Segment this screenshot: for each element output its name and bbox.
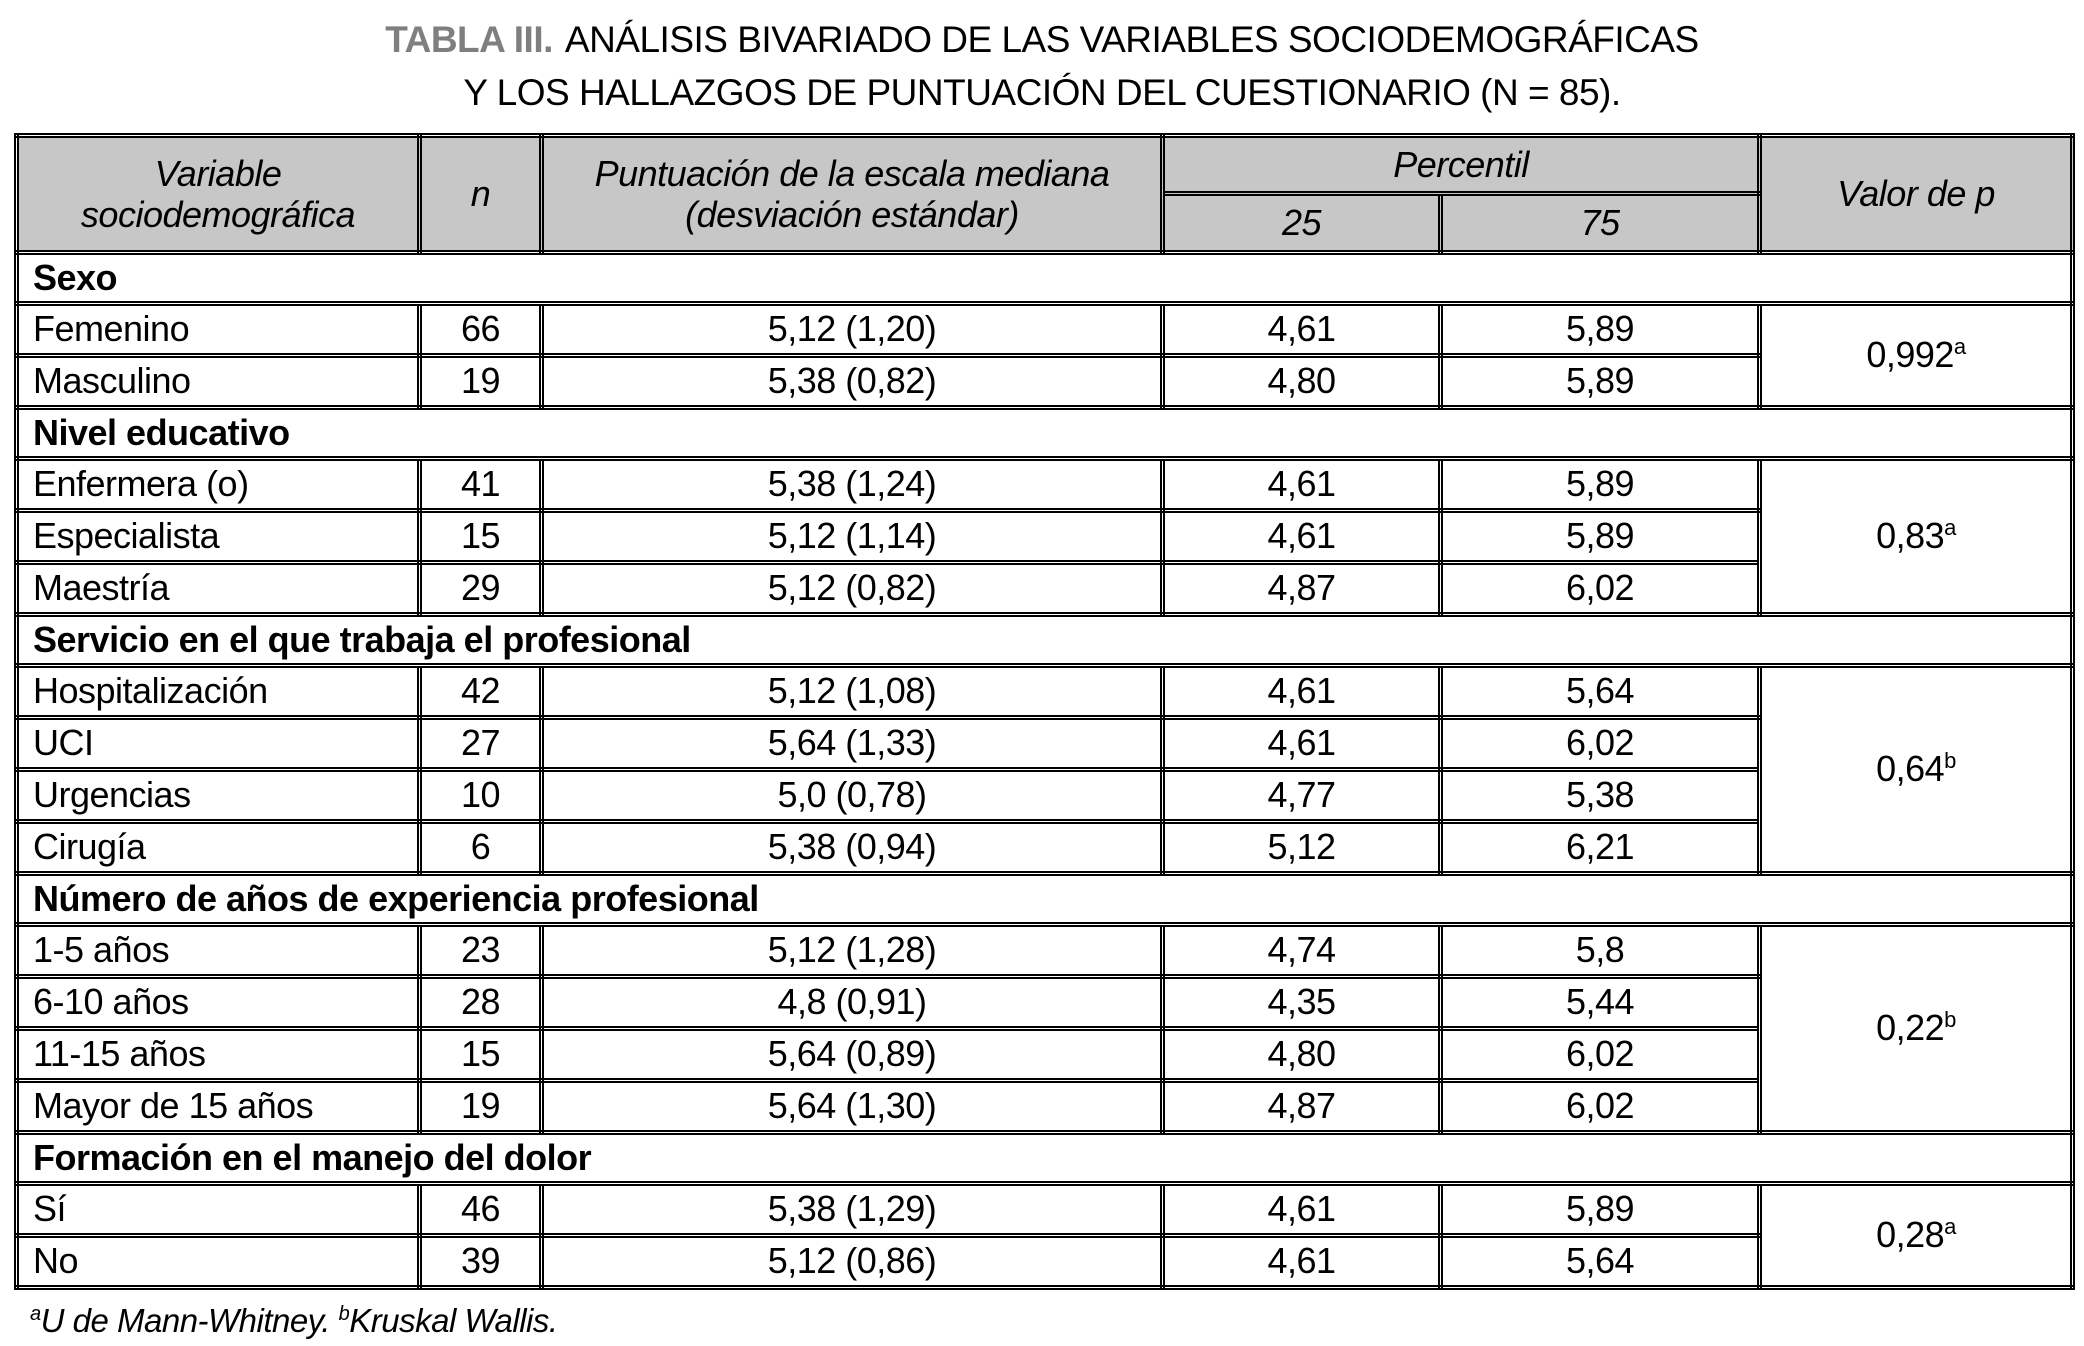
- cell-n: 19: [420, 1080, 542, 1132]
- table-row: [17, 303, 2073, 355]
- header-row-1: [17, 136, 2073, 194]
- title-text-line2: Y LOS HALLAZGOS DE PUNTUACIÓN DEL CUESTIONARIO (N = 85).: [463, 71, 1621, 113]
- cell-variable: Enfermera (o): [17, 458, 420, 510]
- cell-p75: 6,02: [1441, 1080, 1760, 1132]
- cell-p-value: [1760, 458, 2073, 614]
- cell-p75: 5,89: [1441, 303, 1760, 355]
- cell-p75: 5,89: [1441, 1183, 1760, 1235]
- cell-p25: 5,12: [1163, 821, 1441, 873]
- cell-score: 5,12 (1,20): [542, 303, 1163, 355]
- cell-score: 5,64 (0,89): [542, 1028, 1163, 1080]
- cell-score: 5,0 (0,78): [542, 769, 1163, 821]
- cell-p75: 5,44: [1441, 976, 1760, 1028]
- cell-score: 5,38 (0,94): [542, 821, 1163, 873]
- cell-variable: 11-15 años: [17, 1028, 420, 1080]
- title-text-line1: ANÁLISIS BIVARIADO DE LAS VARIABLES SOCIODEMOGRÁFICAS: [564, 19, 1699, 60]
- title-line-1: [0, 14, 2084, 67]
- section-label: Servicio en el que trabaja el profesional: [17, 614, 2073, 665]
- cell-p25: 4,61: [1163, 303, 1441, 355]
- cell-p75: 5,38: [1441, 769, 1760, 821]
- cell-n: 41: [420, 458, 542, 510]
- cell-p25: 4,61: [1163, 458, 1441, 510]
- cell-p75: 5,64: [1441, 665, 1760, 717]
- cell-n: 10: [420, 769, 542, 821]
- section-label: Nivel educativo: [17, 407, 2073, 458]
- table-footnote: [30, 1302, 2084, 1340]
- cell-variable: Femenino: [17, 303, 420, 355]
- section-row-formacion: [17, 1132, 2073, 1183]
- cell-p-value: [1760, 924, 2073, 1132]
- cell-n: 15: [420, 1028, 542, 1080]
- footnote-text-b: Kruskal Wallis.: [349, 1301, 558, 1339]
- cell-p-value: [1760, 303, 2073, 407]
- cell-p75: 6,02: [1441, 1028, 1760, 1080]
- cell-p25: 4,35: [1163, 976, 1441, 1028]
- cell-p75: 5,89: [1441, 458, 1760, 510]
- cell-n: 66: [420, 303, 542, 355]
- col-header-percentil: Percentil: [1163, 136, 1760, 194]
- cell-score: 5,12 (1,28): [542, 924, 1163, 976]
- cell-p25: 4,80: [1163, 1028, 1441, 1080]
- col-header-p75: 75: [1441, 194, 1760, 252]
- cell-p75: 6,21: [1441, 821, 1760, 873]
- p-value-text: 0,64: [1876, 748, 1945, 790]
- cell-variable: 1-5 años: [17, 924, 420, 976]
- cell-n: 46: [420, 1183, 542, 1235]
- p-value-superscript: a: [1944, 1214, 1956, 1240]
- section-row-experiencia: [17, 873, 2073, 924]
- cell-p75: 5,8: [1441, 924, 1760, 976]
- cell-variable: Mayor de 15 años: [17, 1080, 420, 1132]
- section-row-nivel-educativo: [17, 407, 2073, 458]
- cell-p25: 4,87: [1163, 562, 1441, 614]
- p-value-superscript: a: [1944, 515, 1956, 541]
- cell-variable: Sí: [17, 1183, 420, 1235]
- cell-variable: Especialista: [17, 510, 420, 562]
- cell-score: 5,38 (0,82): [542, 355, 1163, 407]
- cell-p75: 5,89: [1441, 355, 1760, 407]
- cell-variable: Maestría: [17, 562, 420, 614]
- cell-n: 27: [420, 717, 542, 769]
- section-label: Sexo: [17, 252, 2073, 303]
- cell-p75: 5,64: [1441, 1235, 1760, 1287]
- section-label: Número de años de experiencia profesional: [17, 873, 2073, 924]
- footnote-superscript-a: a: [30, 1302, 41, 1325]
- cell-variable: 6-10 años: [17, 976, 420, 1028]
- table-row: [17, 924, 2073, 976]
- cell-p25: 4,80: [1163, 355, 1441, 407]
- cell-variable: No: [17, 1235, 420, 1287]
- cell-variable: Urgencias: [17, 769, 420, 821]
- table-title: [0, 14, 2084, 119]
- title-label: TABLA III.: [385, 19, 553, 60]
- cell-score: 5,12 (1,08): [542, 665, 1163, 717]
- cell-score: 5,64 (1,30): [542, 1080, 1163, 1132]
- cell-p25: 4,74: [1163, 924, 1441, 976]
- p-value-superscript: a: [1953, 334, 1966, 360]
- cell-n: 23: [420, 924, 542, 976]
- cell-p75: 5,89: [1441, 510, 1760, 562]
- cell-p25: 4,87: [1163, 1080, 1441, 1132]
- title-line-2: [0, 67, 2084, 120]
- cell-variable: Cirugía: [17, 821, 420, 873]
- cell-n: 15: [420, 510, 542, 562]
- section-label: Formación en el manejo del dolor: [17, 1132, 2073, 1183]
- cell-score: 5,12 (0,86): [542, 1235, 1163, 1287]
- col-header-variable: Variable sociodemográfica: [17, 136, 420, 253]
- cell-p25: 4,61: [1163, 1183, 1441, 1235]
- table-row: [17, 665, 2073, 717]
- cell-score: 5,38 (1,29): [542, 1183, 1163, 1235]
- cell-score: 5,64 (1,33): [542, 717, 1163, 769]
- bivariate-analysis-table: [14, 133, 2075, 1290]
- table-row: [17, 1183, 2073, 1235]
- col-header-p-value: Valor de p: [1760, 136, 2073, 253]
- cell-score: 4,8 (0,91): [542, 976, 1163, 1028]
- cell-p25: 4,61: [1163, 1235, 1441, 1287]
- cell-p25: 4,61: [1163, 665, 1441, 717]
- cell-n: 19: [420, 355, 542, 407]
- table-row: [17, 458, 2073, 510]
- cell-score: 5,12 (1,14): [542, 510, 1163, 562]
- cell-n: 6: [420, 821, 542, 873]
- cell-n: 42: [420, 665, 542, 717]
- col-header-score: Puntuación de la escala mediana (desviación estándar): [542, 136, 1163, 253]
- cell-p25: 4,61: [1163, 510, 1441, 562]
- section-row-sexo: [17, 252, 2073, 303]
- p-value-superscript: b: [1944, 748, 1956, 774]
- cell-score: 5,12 (0,82): [542, 562, 1163, 614]
- cell-variable: UCI: [17, 717, 420, 769]
- section-row-servicio: [17, 614, 2073, 665]
- footnote-superscript-b: b: [338, 1302, 350, 1325]
- cell-n: 29: [420, 562, 542, 614]
- cell-p25: 4,77: [1163, 769, 1441, 821]
- p-value-text: 0,22: [1876, 1007, 1945, 1049]
- cell-variable: Hospitalización: [17, 665, 420, 717]
- cell-p25: 4,61: [1163, 717, 1441, 769]
- cell-p-value: [1760, 1183, 2073, 1287]
- col-header-p25: 25: [1163, 194, 1441, 252]
- cell-p-value: [1760, 665, 2073, 873]
- cell-p75: 6,02: [1441, 717, 1760, 769]
- cell-n: 39: [420, 1235, 542, 1287]
- footnote-text-a: U de Mann-Whitney.: [40, 1301, 339, 1339]
- p-value-superscript: b: [1944, 1007, 1956, 1033]
- p-value-text: 0,83: [1876, 515, 1945, 557]
- cell-score: 5,38 (1,24): [542, 458, 1163, 510]
- p-value-text: 0,28: [1876, 1214, 1945, 1256]
- p-value-text: 0,992: [1866, 334, 1954, 376]
- cell-variable: Masculino: [17, 355, 420, 407]
- cell-n: 28: [420, 976, 542, 1028]
- cell-p75: 6,02: [1441, 562, 1760, 614]
- col-header-n: n: [420, 136, 542, 253]
